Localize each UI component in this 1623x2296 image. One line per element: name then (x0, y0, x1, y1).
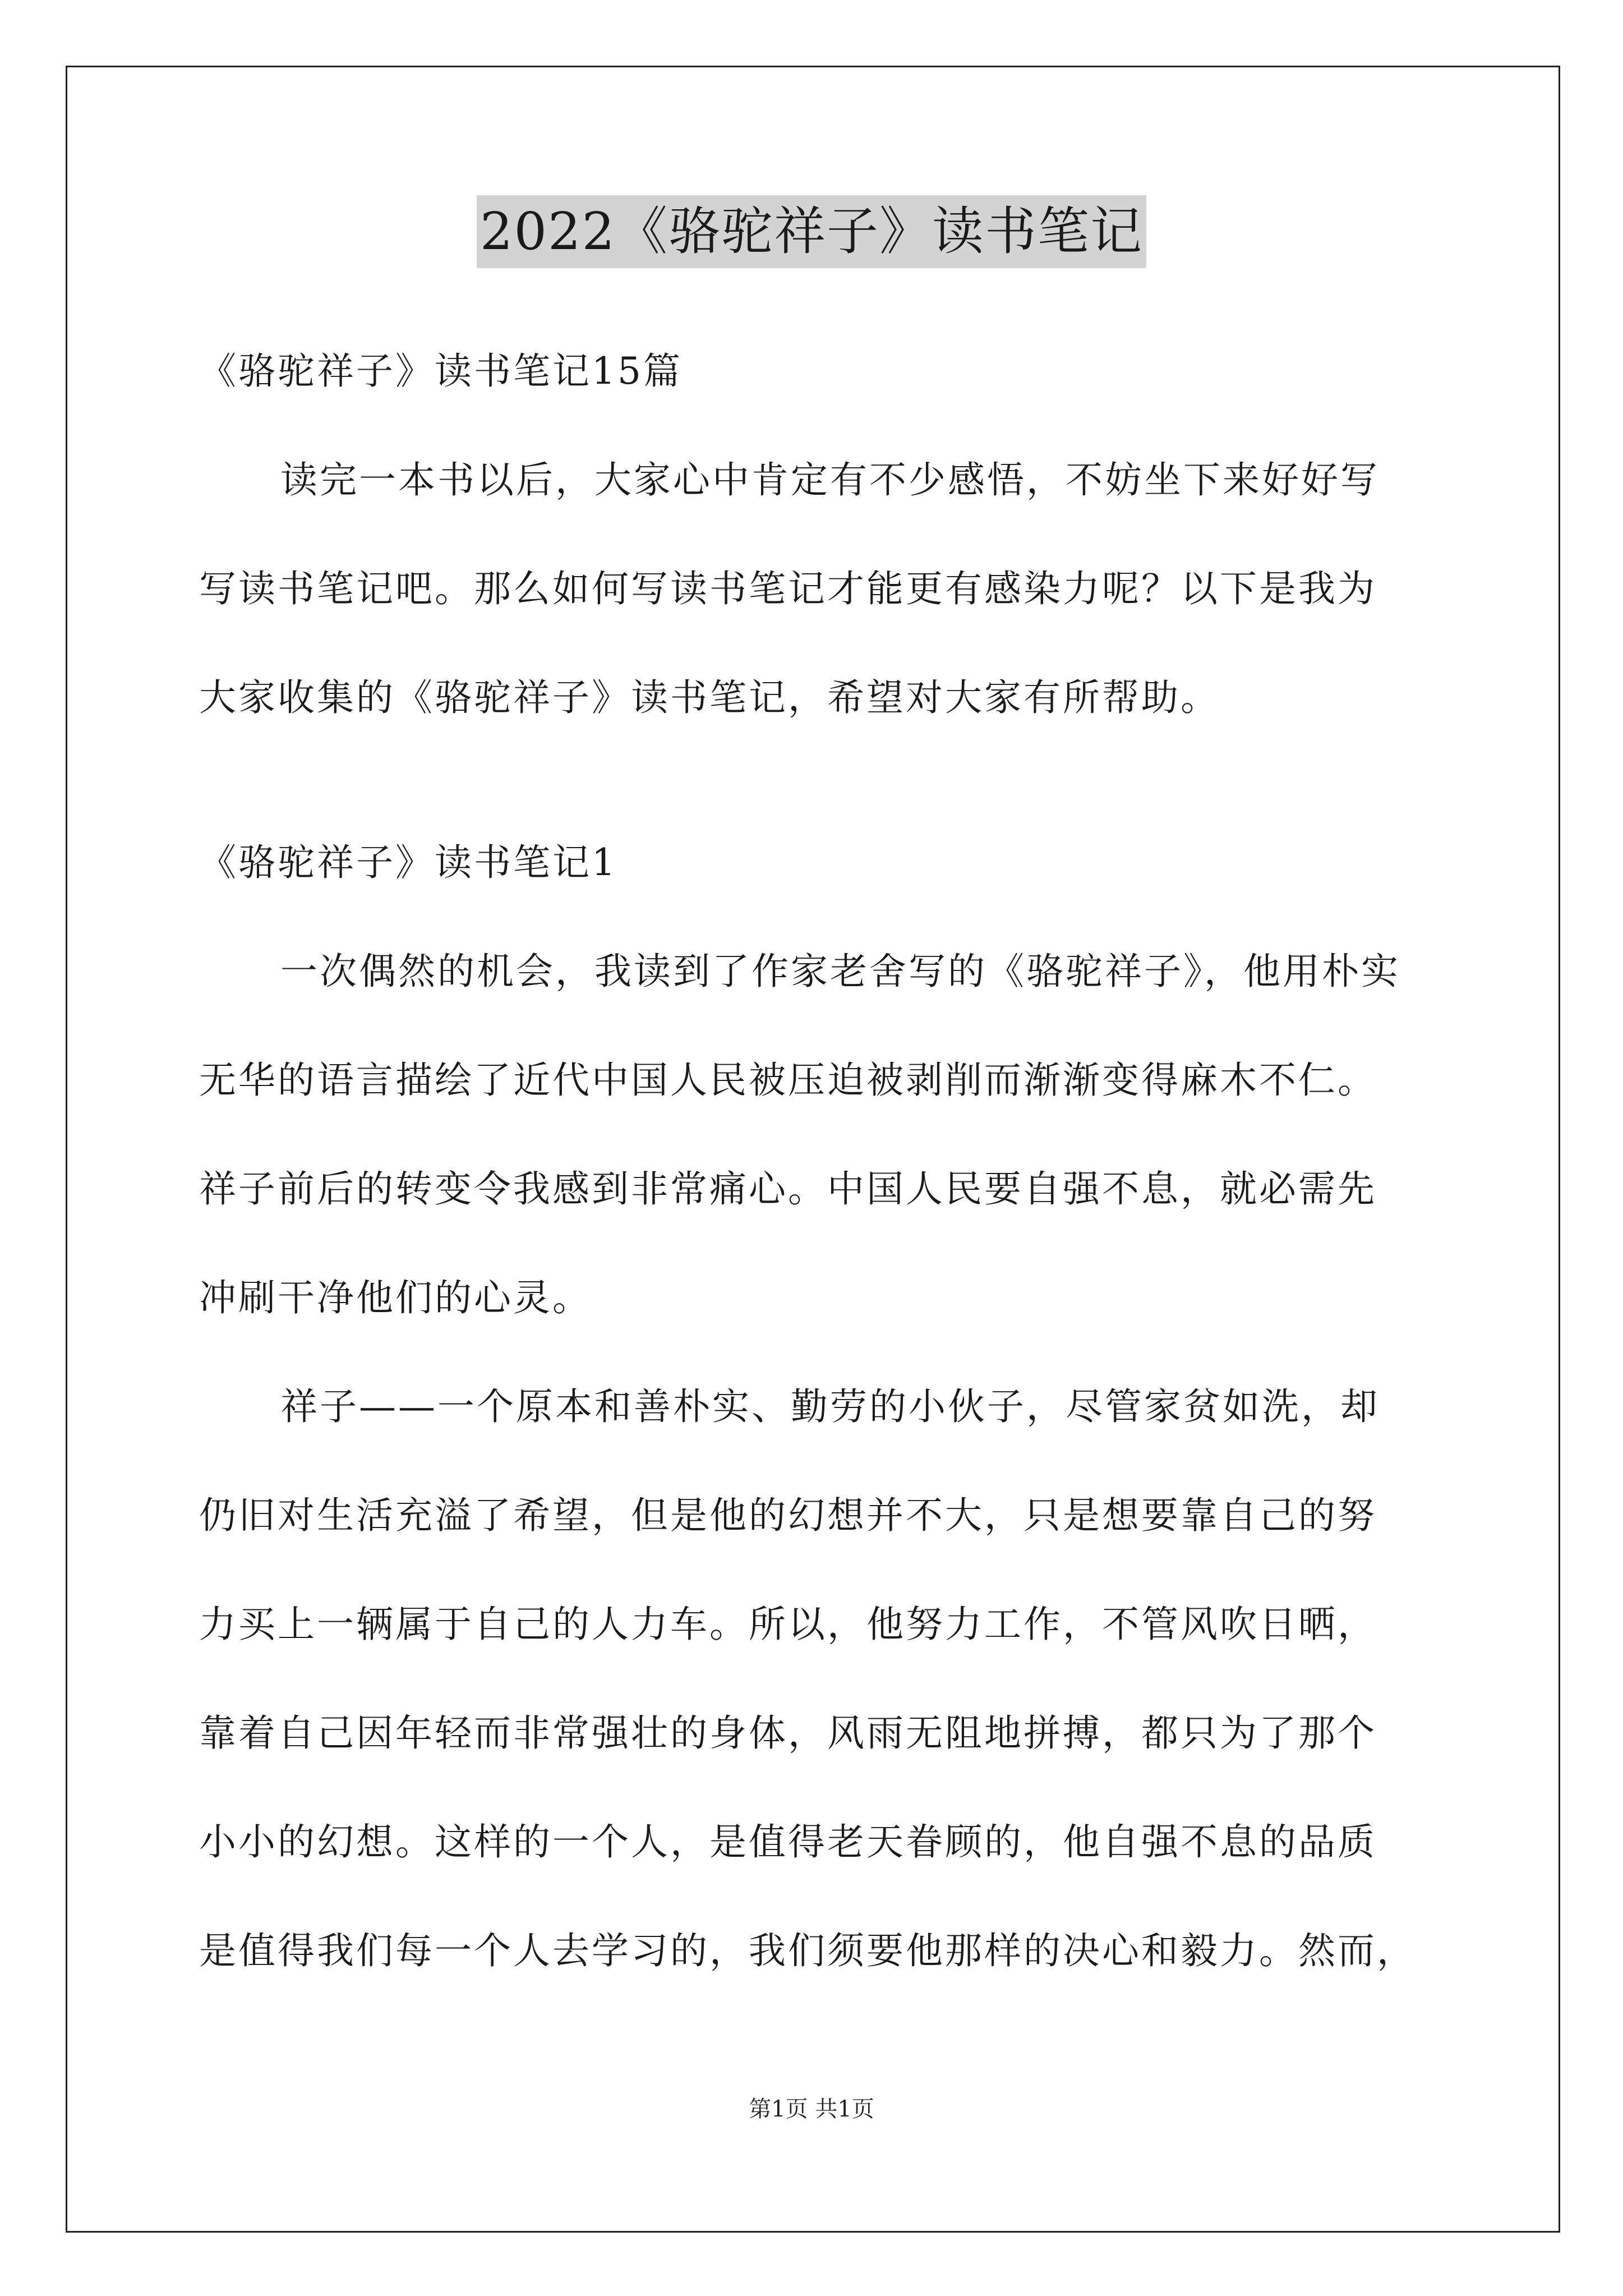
intro-heading: 《骆驼祥子》读书笔记15篇 (199, 349, 683, 393)
paragraph-line: 仍旧对生活充溢了希望，但是他的幻想并不大，只是想要靠自己的努 (199, 1494, 1377, 1537)
intro-line: 读完一本书以后，大家心中肯定有不少感悟，不妨坐下来好好写 (280, 458, 1380, 501)
paragraph-line: 是值得我们每一个人去学习的，我们须要他那样的决心和毅力。然而， (199, 1929, 1416, 1972)
paragraph-line: 祥子前后的转变令我感到非常痛心。中国人民要自强不息，就必需先 (199, 1167, 1377, 1211)
document-title: 2022《骆驼祥子》读书笔记 (477, 195, 1146, 268)
paragraph-line: 小小的幻想。这样的一个人，是值得老天眷顾的，他自强不息的品质 (199, 1820, 1377, 1864)
document-body (199, 317, 1430, 2005)
page-footer: 第1页 共1页 (749, 2096, 874, 2122)
paragraph-line: 祥子——一个原本和善朴实、勤劳的小伙子，尽管家贫如洗，却 (280, 1385, 1380, 1428)
title-container (0, 195, 1623, 268)
intro-line: 写读书笔记吧。那么如何写读书笔记才能更有感染力呢？以下是我为 (199, 567, 1377, 610)
paragraph-line: 一次偶然的机会，我读到了作家老舍写的《骆驼祥子》，他用朴实 (280, 950, 1400, 993)
paragraph-line: 无华的语言描绘了近代中国人民被压迫被剥削而渐渐变得麻木不仁。 (199, 1059, 1377, 1102)
section-gap (199, 752, 1430, 808)
section-heading: 《骆驼祥子》读书笔记1 (199, 841, 617, 884)
paragraph-line: 力买上一辆属于自己的人力车。所以，他努力工作，不管风吹日晒， (199, 1603, 1377, 1646)
intro-line: 大家收集的《骆驼祥子》读书笔记，希望对大家有所帮助。 (199, 676, 1220, 719)
paragraph-line: 靠着自己因年轻而非常强壮的身体，风雨无阻地拼搏，都只为了那个 (199, 1711, 1377, 1755)
paragraph-line: 冲刷干净他们的心灵。 (199, 1276, 592, 1319)
